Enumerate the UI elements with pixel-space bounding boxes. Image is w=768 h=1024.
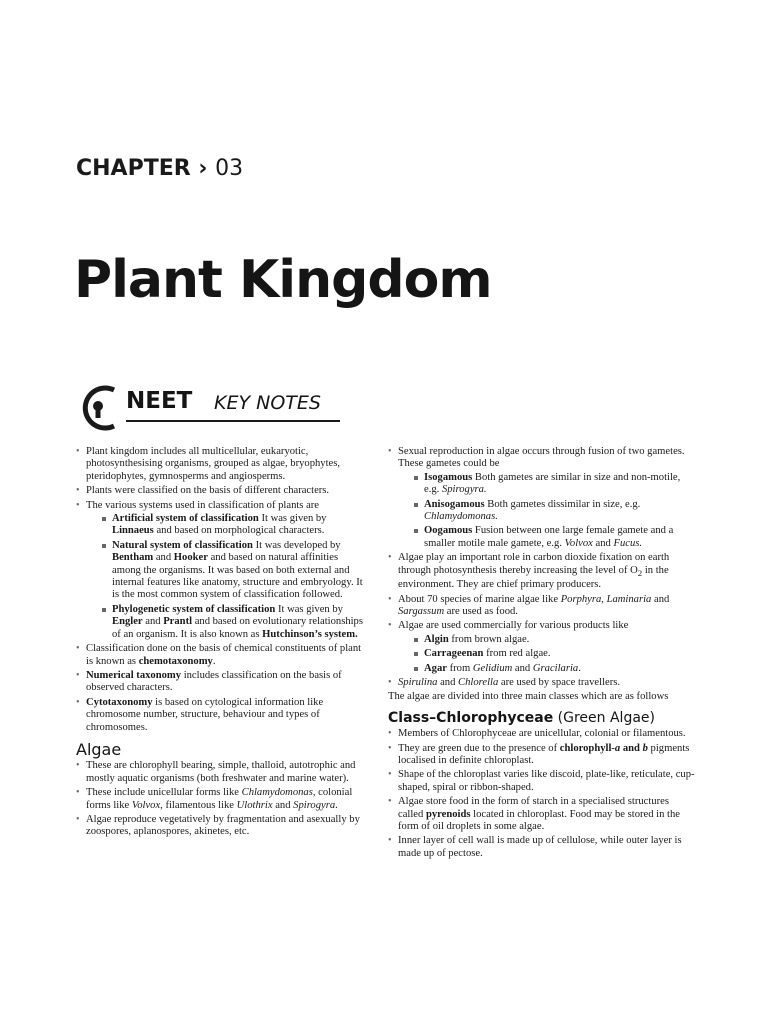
list-item: • Algae reproduce vegetatively by fragmentation and asexually by zoospores, aplanospores, akinetes, etc. (76, 814, 368, 839)
list-item: • Algae are used commercially for various products like Algin from brown algae. Carrageenan from red algae. Agar from Gelidium and Gracilaria. (388, 620, 696, 675)
list-item: • About 70 species of marine algae like Porphyra, Laminaria and Sargassum are used as food. (388, 594, 696, 619)
left-column (76, 446, 368, 841)
sub-item: Carrageenan from red algae. (412, 648, 696, 660)
chapter-label: CHAPTER › 03 (76, 156, 244, 181)
right-column (388, 446, 696, 862)
neet-key-notes-logo (74, 384, 354, 432)
list-item: • The various systems used in classification of plants are Artificial system of classification It was given by Linnaeus and based on morphological characters. Natural system of classification It was developed by Bentham and Hooker and based on natural affinities among the organisms. It was based on both external and internal features like anatomy, structure and embryology. It is the most common system of classification followed. Phylogenetic system of classification It was given by Engler and Prantl and based on evolutionary relationships of an organism. It is also known as Hutchinson’s system. (76, 500, 368, 641)
list-item: • They are green due to the presence of chlorophyll-a and b pigments localised in definite chloroplast. (388, 743, 696, 768)
sub-item: Oogamous Fusion between one large female gamete and a smaller motile male gamete, e.g. Volvox and Fucus. (412, 525, 696, 550)
list-item: • Members of Chlorophyceae are unicellular, colonial or filamentous. (388, 728, 696, 740)
list-item: • Classification done on the basis of chemical constituents of plant is known as chemotaxonomy. (76, 643, 368, 668)
list-item: • Inner layer of cell wall is made up of cellulose, while outer layer is made up of pectose. (388, 835, 696, 860)
class-heading: Class–Chlorophyceae (Green Algae) (388, 709, 655, 726)
page-title: Plant Kingdom (74, 250, 492, 310)
list-item: • Sexual reproduction in algae occurs through fusion of two gametes. These gametes could be Isogamous Both gametes are similar in size and non-motile, e.g. Spirogyra. Anisogamous Both gametes dissimilar in size, e.g. Chlamydomonas. Oogamous Fusion between one large female gamete and a smaller motile male gamete, e.g. Volvox and Fucus. (388, 446, 696, 550)
logo-underline (126, 420, 340, 422)
list-item: • Cytotaxonomy is based on cytological information like chromosome number, structure, behaviour and types of chromosomes. (76, 697, 368, 734)
neet-text: NEET (126, 388, 193, 414)
sub-item: Anisogamous Both gametes dissimilar in size, e.g. Chlamydomonas. (412, 499, 696, 524)
sub-item: Isogamous Both gametes are similar in size and non-motile, e.g. Spirogyra. (412, 472, 696, 497)
algae-heading: Algae (76, 739, 122, 759)
list-item: • These are chlorophyll bearing, simple, thalloid, autotrophic and mostly aquatic organisms (both freshwater and marine water). (76, 760, 368, 785)
list-item: • Numerical taxonomy includes classification on the basis of observed characters. (76, 670, 368, 695)
keyhole-icon (74, 384, 130, 432)
list-item: • Algae play an important role in carbon dioxide fixation on earth through photosynthesis thereby increasing the level of $O_2$ in the environment. They are chief primary producers. (388, 552, 696, 591)
list-item: • Plants were classified on the basis of different characters. (76, 485, 368, 497)
key-notes-text: KEY NOTES (214, 392, 321, 414)
list-item: • Spirulina and Chlorella are used by space travellers. (388, 677, 696, 689)
sub-item: Phylogenetic system of classification It was given by Engler and Prantl and based on evolutionary relationships of an organism. It is also known as Hutchinson’s system. (100, 604, 368, 641)
sub-item: Agar from Gelidium and Gracilaria. (412, 663, 696, 675)
paragraph: The algae are divided into three main classes which are as follows (388, 691, 669, 703)
sub-item: Artificial system of classification It was given by Linnaeus and based on morphological characters. (100, 513, 368, 538)
list-item: • Plant kingdom includes all multicellular, eukaryotic, photosynthesising organisms, grouped as algae, bryophytes, pteridophytes, gymnosperms and angiosperms. (76, 446, 368, 483)
sub-item: Algin from brown algae. (412, 634, 696, 646)
list-item: • Shape of the chloroplast varies like discoid, plate-like, reticulate, cup-shaped, spiral or ribbon-shaped. (388, 769, 696, 794)
sub-item: Natural system of classification It was developed by Bentham and Hooker and based on natural affinities among the organisms. It was based on both external and internal features like anatomy, structure and embryology. It is the most common system of classification followed. (100, 540, 368, 602)
list-item: • Algae store food in the form of starch in a specialised structures called pyrenoids located in chloroplast. Food may be stored in the form of oil droplets in some algae. (388, 796, 696, 833)
list-item: • These include unicellular forms like Chlamydomonas, colonial forms like Volvox, filamentous like Ulothrix and Spirogyra. (76, 787, 368, 812)
